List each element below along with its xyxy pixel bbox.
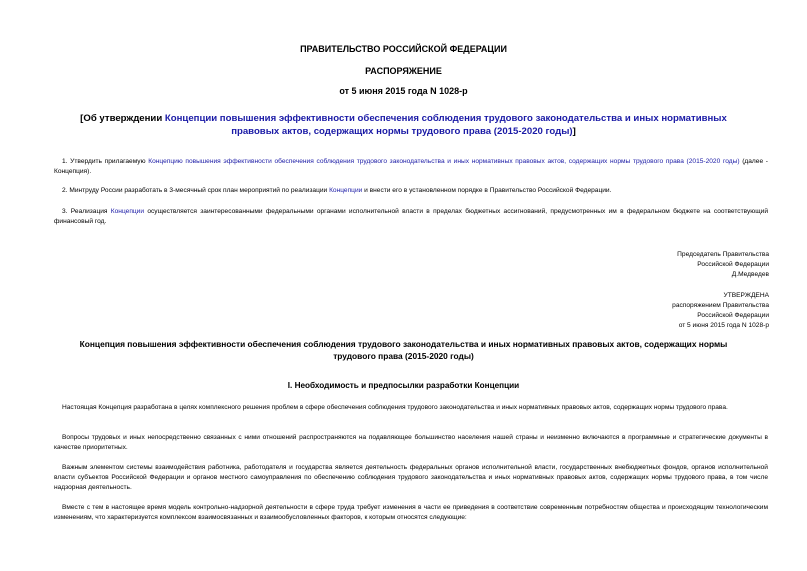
section-heading: I. Необходимость и предпосылки разработки Концепции (287, 381, 520, 390)
concept-paragraph-4: Вместе с тем в настоящее время модель контрольно-надзорной деятельности в сфере труда требует изменения в части ее приведения в соответствие современным потребностям общества и происходящим технологическим изменениям, что характеризуется комплексом взаимосвязанных и взаимообусловленных факторов, к которым относятся следующие: (54, 504, 768, 521)
concept-title: Концепция повышения эффективности обеспечения соблюдения трудового законодательства и иных нормативных правовых актов, содержащих нормы трудового права (2015-2020 годы) (79, 339, 728, 361)
signature-line-1: Председатель Правительства (677, 251, 769, 258)
document-title (60, 112, 747, 138)
order-paragraph-3 (54, 207, 768, 227)
document-date-number: от 5 июня 2015 года N 1028-р (339, 86, 468, 96)
signature-line-2: Российской Федерации (697, 261, 769, 268)
approval-line-4: от 5 июня 2015 года N 1028-р (678, 322, 769, 329)
concept-paragraph-1: Настоящая Концепция разработана в целях комплексного решения проблем в сфере обеспечения соблюдения трудового законодательства и иных нормативных правовых актов, содержащих нормы трудового права. (62, 404, 728, 411)
approval-line-2: распоряжением Правительства (672, 302, 769, 309)
order-p2-concept-link[interactable]: Концепции (329, 187, 363, 194)
order-p3-concept-link[interactable]: Концепции (110, 208, 145, 215)
order-p1-prefix: 1. Утвердить прилагаемую (62, 158, 149, 165)
title-prefix: [Об утверждении (80, 113, 165, 124)
order-paragraph-2 (54, 186, 768, 196)
order-p1-suffix: (далее - Концепция). (54, 158, 768, 175)
approval-line-1: УТВЕРЖДЕНА (723, 292, 769, 299)
concept-paragraph-2: Вопросы трудовых и иных непосредственно связанных с ними отношений распространяются на подавляющее большинство населения нашей страны и неизменно включаются в программные и стратегические документы в качестве приоритетных. (54, 434, 768, 451)
approval-block (549, 291, 769, 331)
order-p1-concept-link[interactable]: Концепцию повышения эффективности обеспечения соблюдения трудового законодательства и иных нормативных правовых актов, содержащих нормы трудового права (2015-2020 годы) (148, 158, 740, 165)
signature-block (549, 250, 769, 280)
order-p2-suffix: и внести его в установленном порядке в Правительство Российской Федерации. (362, 187, 612, 194)
order-p2-prefix: 2. Минтруду России разработать в 3-месячный срок план мероприятий по реализации (62, 187, 330, 194)
title-suffix: ] (572, 126, 576, 137)
order-paragraph-1 (54, 157, 768, 177)
approval-line-3: Российской Федерации (697, 312, 769, 319)
order-p3-prefix: 3. Реализация (62, 208, 111, 215)
title-concept-link[interactable]: Концепции повышения эффективности обеспечения соблюдения трудового законодательства и иных нормативных правовых актов, содержащих нормы трудового права (2015-2020 годы) (164, 113, 727, 137)
document-type-heading: РАСПОРЯЖЕНИЕ (365, 66, 442, 76)
concept-paragraph-3: Важным элементом системы взаимодействия работника, работодателя и государства является деятельность федеральных органов исполнительной власти, государственных внебюджетных фондов, органов исполнительной власти субъектов Российской Федерации и органов местного самоуправления по обеспечению соблюдения трудового законодательства и иных нормативных правовых актов, содержащих нормы трудового права, в том числе надзорная деятельность. (54, 464, 768, 491)
signature-line-3: Д.Медведев (731, 271, 769, 278)
government-heading: ПРАВИТЕЛЬСТВО РОССИЙСКОЙ ФЕДЕРАЦИИ (300, 44, 507, 54)
order-p3-suffix: осуществляется заинтересованными федеральными органами исполнительной власти в пределах бюджетных ассигнований, предусмотренных им в федеральном бюджете на соответствующий финансовый год. (54, 208, 769, 225)
